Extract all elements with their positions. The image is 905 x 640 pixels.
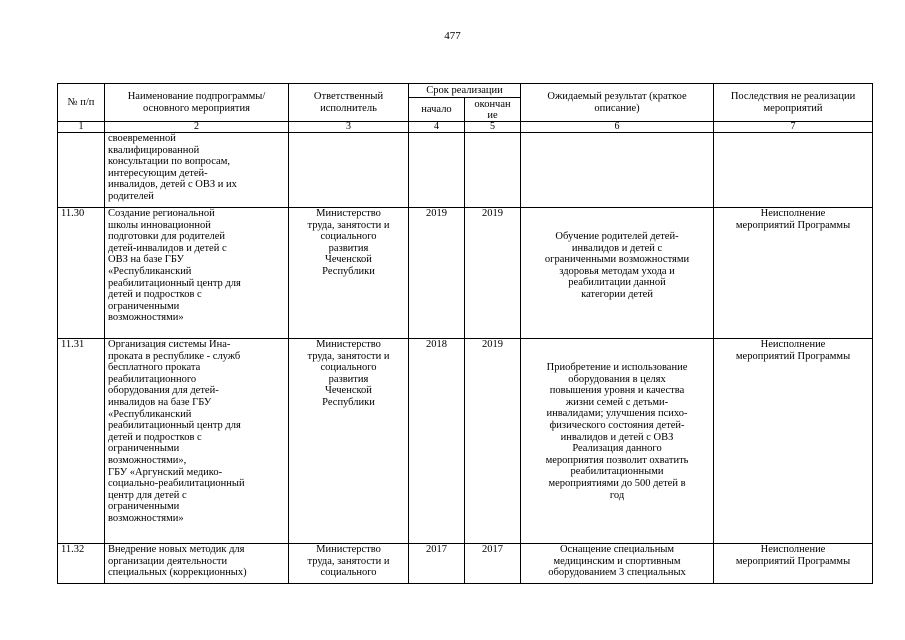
row-name: Организация системы Ина- проката в республике - служб бесплатного проката реабилитационного оборудования для детей- инвалидов на базе ГБУ «Республиканский реабилитационный центр для детей и подростков с ограниченными возможностями», ГБУ «Аргунский медико- социально-реабилитационный центр для детей с ограниченными возможностями» xyxy=(105,339,289,544)
row-num: 11.31 xyxy=(58,339,105,544)
row-end: 2019 xyxy=(465,208,521,339)
row-name: своевременной квалифицированной консультации по вопросам, интересующим детей- инвалидов, детей с ОВЗ и их родителей xyxy=(105,133,289,208)
row-consequences: Неисполнение мероприятий Программы xyxy=(714,208,873,339)
row-result: Оснащение специальным медицинским и спортивным оборудованием 3 специальных xyxy=(521,544,714,584)
header-start: начало xyxy=(409,98,465,122)
header-num: № п/п xyxy=(58,84,105,122)
row-executor: Министерство труда, занятости и социального развития Чеченской Республики xyxy=(289,208,409,339)
header-executor: Ответственный исполнитель xyxy=(289,84,409,122)
table-row xyxy=(58,208,873,339)
row-start: 2019 xyxy=(409,208,465,339)
row-name: Создание региональной школы инновационной подготовки для родителей детей-инвалидов и детей с ОВЗ на базе ГБУ «Республиканский реабилитационный центр для детей и подростков с ограниченными возможностями» xyxy=(105,208,289,339)
header-result: Ожидаемый результат (краткое описание) xyxy=(521,84,714,122)
header-consequences: Последствия не реализации мероприятий xyxy=(714,84,873,122)
row-result: Обучение родителей детей- инвалидов и детей с ограниченными возможностями здоровья методам ухода и реабилитации данной категории детей xyxy=(521,208,714,339)
header-period: Срок реализации xyxy=(409,84,521,98)
column-number: 7 xyxy=(714,122,873,133)
column-number: 1 xyxy=(58,122,105,133)
column-number: 3 xyxy=(289,122,409,133)
row-consequences: Неисполнение мероприятий Программы xyxy=(714,339,873,544)
header-name: Наименование подпрограммы/ основного мероприятия xyxy=(105,84,289,122)
column-number: 6 xyxy=(521,122,714,133)
header-end: окончан ие xyxy=(465,98,521,122)
column-number: 5 xyxy=(465,122,521,133)
row-end: 2017 xyxy=(465,544,521,584)
row-result xyxy=(521,133,714,208)
table-row xyxy=(58,544,873,584)
row-start xyxy=(409,133,465,208)
table-row xyxy=(58,133,873,208)
page-number: 477 xyxy=(444,30,461,42)
table-row xyxy=(58,339,873,544)
row-name: Внедрение новых методик для организации деятельности специальных (коррекционных) xyxy=(105,544,289,584)
row-num xyxy=(58,133,105,208)
row-executor: Министерство труда, занятости и социального xyxy=(289,544,409,584)
row-start: 2017 xyxy=(409,544,465,584)
column-number: 4 xyxy=(409,122,465,133)
program-measures-table xyxy=(57,83,873,584)
row-consequences: Неисполнение мероприятий Программы xyxy=(714,544,873,584)
row-executor xyxy=(289,133,409,208)
row-start: 2018 xyxy=(409,339,465,544)
row-num: 11.30 xyxy=(58,208,105,339)
row-end xyxy=(465,133,521,208)
row-num: 11.32 xyxy=(58,544,105,584)
row-consequences xyxy=(714,133,873,208)
row-end: 2019 xyxy=(465,339,521,544)
row-result: Приобретение и использование оборудования в целях повышения уровня и качества жизни семей с детьми- инвалидами; улучшения психо- физического состояния детей- инвалидов и детей с ОВЗ Реализация данного мероприятия позволит охватить реабилитационными мероприятиями до 500 детей в год xyxy=(521,339,714,544)
row-executor: Министерство труда, занятости и социального развития Чеченской Республики xyxy=(289,339,409,544)
column-number: 2 xyxy=(105,122,289,133)
